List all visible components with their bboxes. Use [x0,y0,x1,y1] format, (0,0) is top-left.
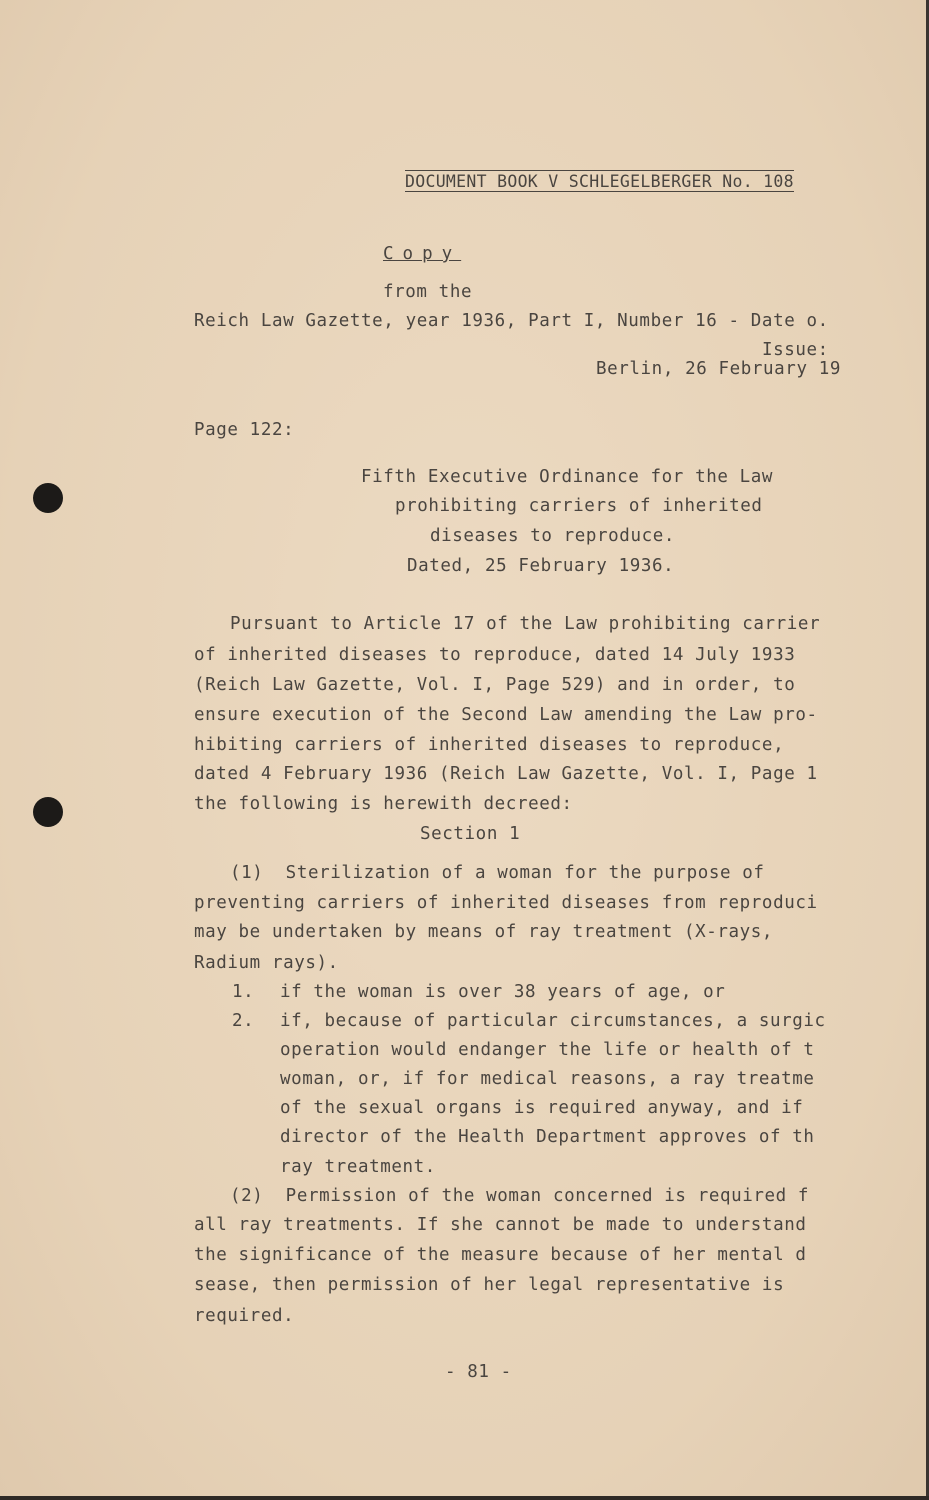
item-2-line-4: of the sexual organs is required anyway, and if [280,1098,804,1118]
ordinance-title-line-2: prohibiting carriers of inherited [395,496,763,516]
item-2-line-6: ray treatment. [280,1157,436,1177]
item-2-line-2: operation would endanger the life or health of t [280,1040,815,1060]
page-edge-bottom [0,1496,929,1500]
page-reference: Page 122: [194,420,295,440]
para1-line-1: (1) Sterilization of a woman for the purpose of [230,863,765,883]
para1-line-2: preventing carriers of inherited diseases from reproduci [194,893,818,913]
preamble-line-1: Pursuant to Article 17 of the Law prohibiting carrier [230,614,821,634]
document-reference: DOCUMENT BOOK V SCHLEGELBERGER No. 108 [405,172,794,191]
punch-hole-bottom [33,797,63,827]
preamble-line-2: of inherited diseases to reproduce, dated 14 July 1933 [194,645,796,665]
preamble-line-6: dated 4 February 1936 (Reich Law Gazette, Vol. I, Page 1 [194,764,818,784]
para2-line-5: required. [194,1306,295,1326]
item-2-line-1: if, because of particular circumstances, a surgic [280,1011,826,1031]
section-heading: Section 1 [420,824,521,844]
place-date: Berlin, 26 February 19 [596,359,841,379]
preamble-line-5: hibiting carriers of inherited diseases to reproduce, [194,735,785,755]
para2-line-1: (2) Permission of the woman concerned is required f [230,1186,810,1206]
item-1-number: 1. [232,982,255,1002]
ordinance-title-line-3: diseases to reproduce. [430,526,675,546]
preamble-line-4: ensure execution of the Second Law amending the Law pro- [194,705,818,725]
item-1-line-1: if the woman is over 38 years of age, or [280,982,726,1002]
from-line: from the [383,282,473,302]
issue-label: Issue: [762,340,829,360]
preamble-line-3: (Reich Law Gazette, Vol. I, Page 529) and in order, to [194,675,796,695]
para2-line-2: all ray treatments. If she cannot be made to understand [194,1215,807,1235]
item-2-number: 2. [232,1011,255,1031]
para1-line-3: may be undertaken by means of ray treatment (X-rays, [194,922,774,942]
para2-line-3: the significance of the measure because of her mental d [194,1245,807,1265]
gazette-line: Reich Law Gazette, year 1936, Part I, Number 16 - Date o. [194,311,829,331]
para1-line-4: Radium rays). [194,953,339,973]
item-2-line-3: woman, or, if for medical reasons, a ray treatme [280,1069,815,1089]
item-2-line-5: director of the Health Department approves of th [280,1127,815,1147]
page-number: - 81 - [445,1362,512,1382]
preamble-line-7: the following is herewith decreed: [194,794,573,814]
ordinance-title-line-4: Dated, 25 February 1936. [407,556,675,576]
para2-line-4: sease, then permission of her legal representative is [194,1275,785,1295]
punch-hole-top [33,483,63,513]
ordinance-title-line-1: Fifth Executive Ordinance for the Law [361,467,774,487]
copy-label: Copy [383,244,462,264]
